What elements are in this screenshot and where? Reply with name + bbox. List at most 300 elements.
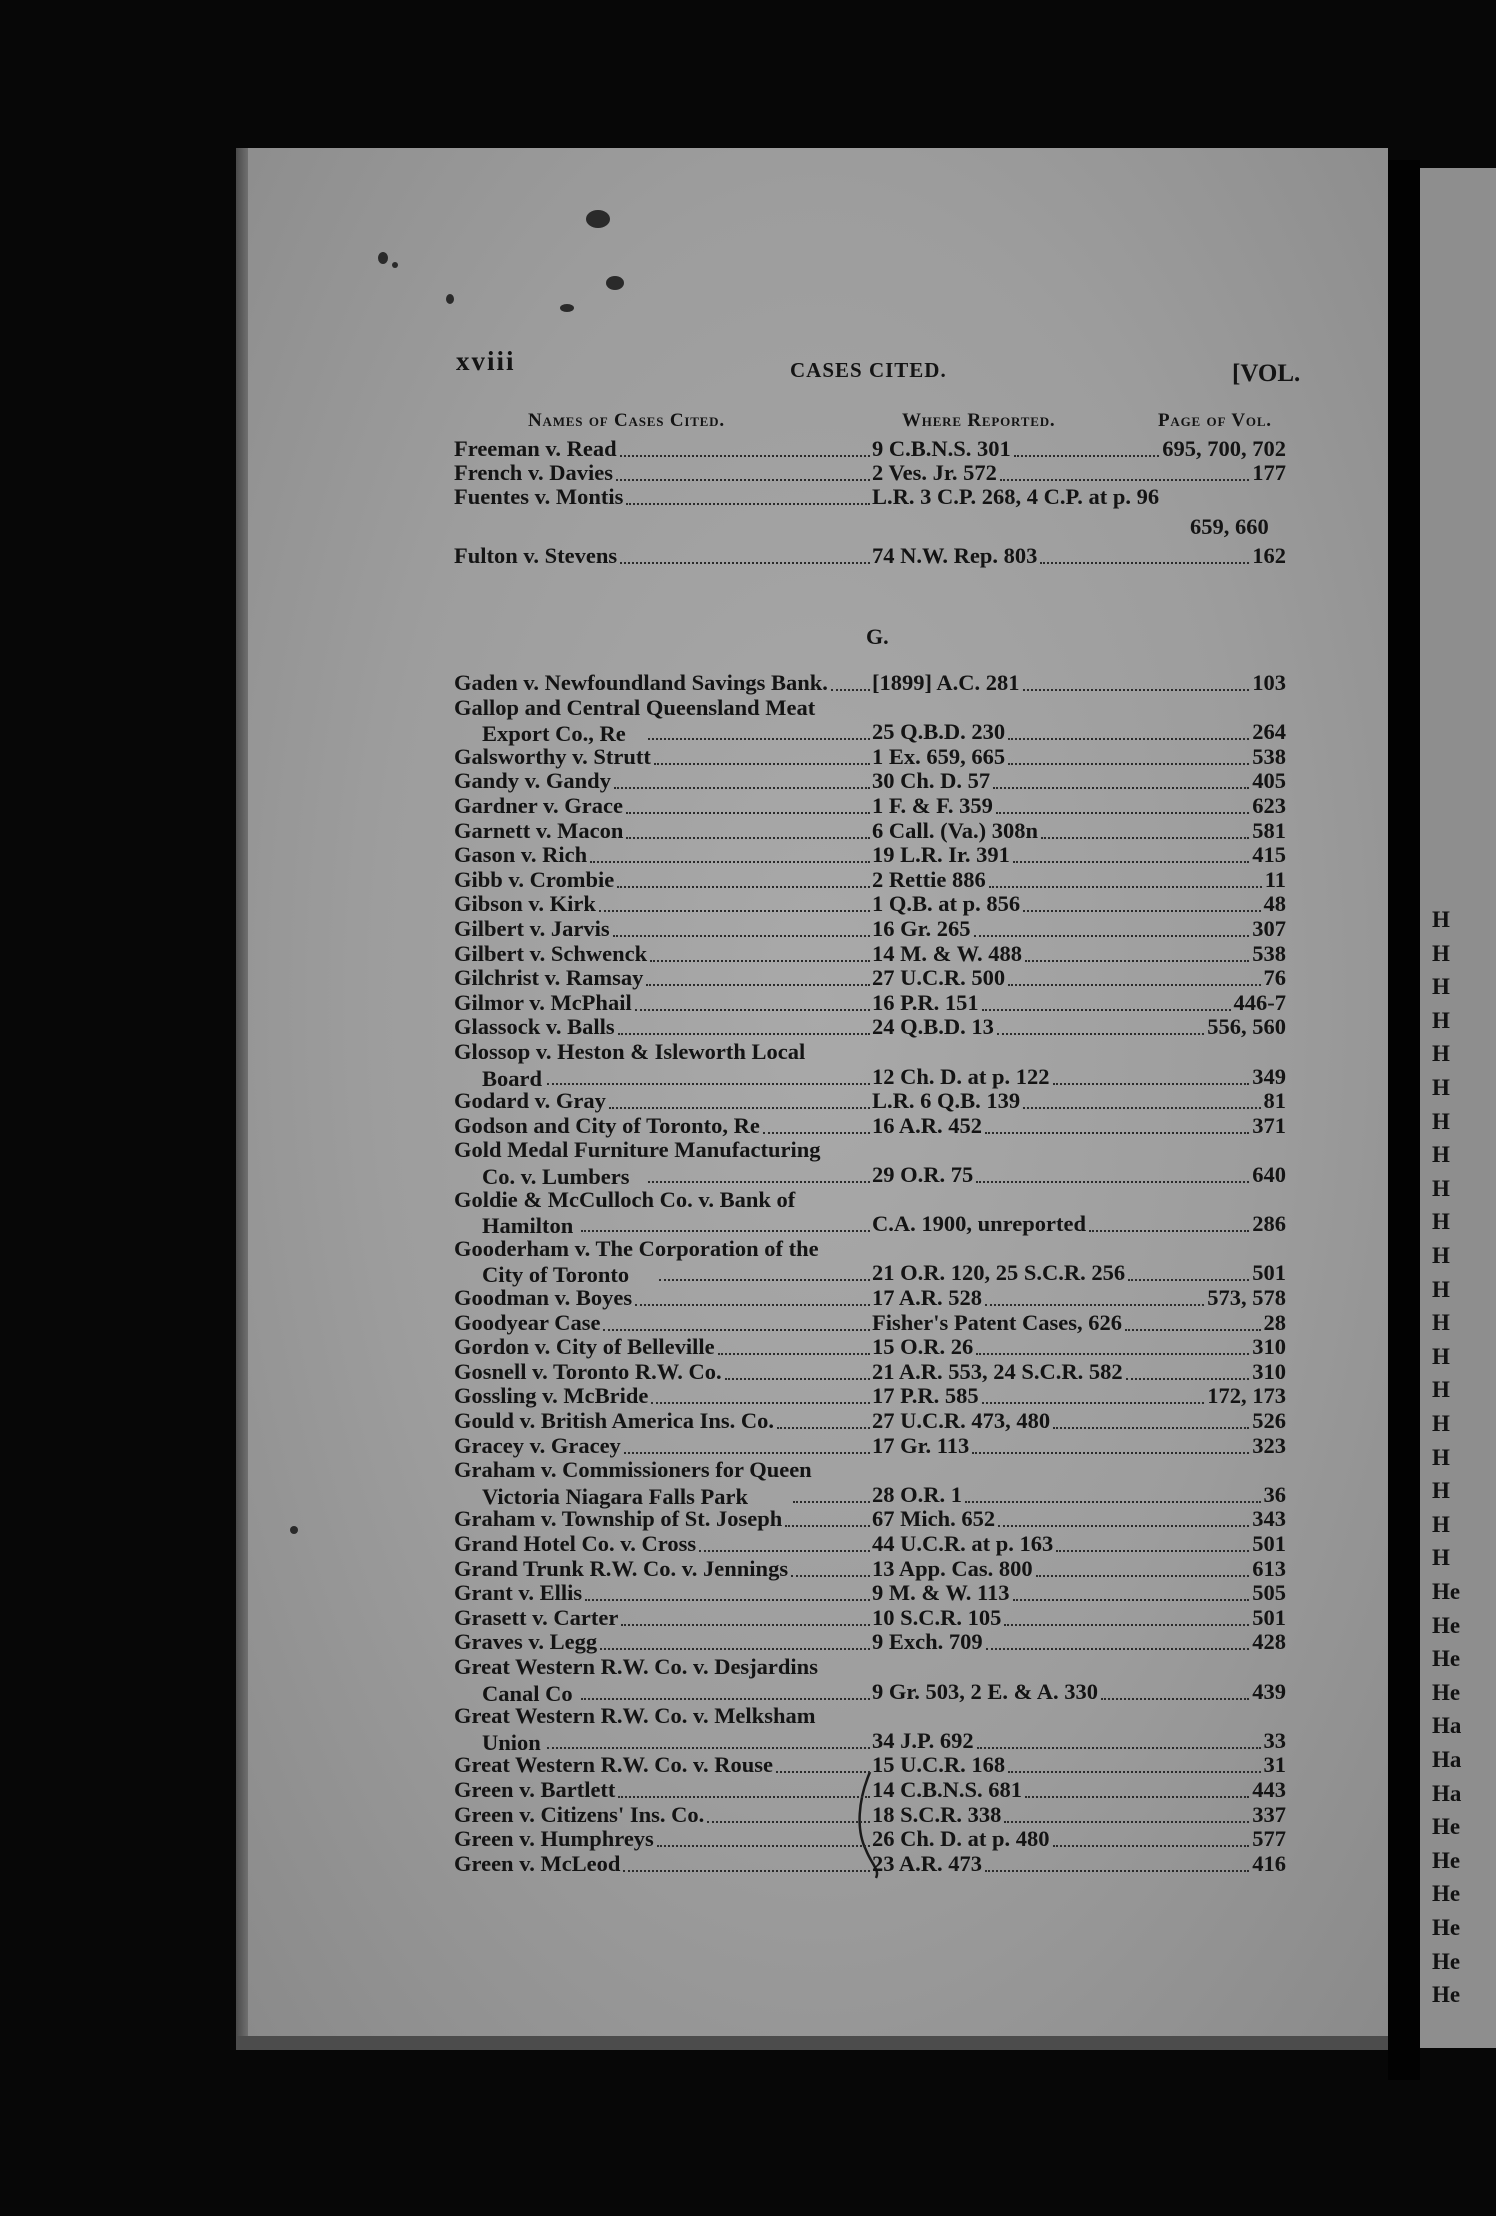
case-name (454, 770, 872, 794)
ink-speck (392, 262, 398, 268)
facing-page-letter: H (1432, 1142, 1450, 1168)
facing-page-letter: He (1432, 1948, 1461, 1974)
facing-page-letter: He (1432, 1814, 1461, 1840)
case-name-text: Gason v. Rich (454, 842, 588, 868)
leader-dots (1023, 1107, 1260, 1109)
case-reference-row (872, 1410, 1286, 1434)
case-name (454, 1410, 872, 1434)
leader-dots-row (578, 1681, 872, 1705)
facing-page-letter: Ha (1432, 1747, 1462, 1772)
case-name (454, 893, 872, 917)
leader-dots (986, 1648, 1250, 1650)
case-reference-row (872, 1336, 1286, 1360)
facing-page-letter: H (1432, 907, 1450, 932)
page-number: 577 (1252, 1826, 1286, 1852)
case-name (454, 694, 866, 721)
leader-dots (1041, 837, 1249, 839)
leader-dots (613, 935, 870, 937)
page-number: 439 (1252, 1678, 1286, 1704)
leader-dots (635, 1009, 870, 1011)
leader-dots-row (645, 721, 872, 745)
case-reference-row (872, 1555, 1286, 1582)
case-name (454, 1235, 866, 1262)
leader-dots (1036, 1575, 1250, 1577)
case-name (454, 1459, 866, 1483)
ink-speck (606, 276, 624, 290)
case-name-continuation: Export Co., Re (482, 721, 626, 747)
case-name-text: Green v. Citizens' Ins. Co. (454, 1801, 705, 1827)
report-citation: 21 A.R. 553, 24 S.C.R. 582 (872, 1358, 1123, 1384)
case-name (454, 817, 872, 844)
case-reference-row (872, 1112, 1286, 1139)
report-citation: 19 L.R. Ir. 391 (872, 842, 1010, 868)
leader-dots (1013, 861, 1249, 863)
report-citation: 12 Ch. D. at p. 122 (872, 1063, 1050, 1089)
case-name (454, 1336, 872, 1360)
leader-dots (1023, 689, 1250, 691)
leader-dots (831, 689, 870, 691)
column-header-where: Where Reported. (902, 410, 1056, 431)
case-reference-row (872, 1432, 1286, 1459)
facing-page-letter: He (1432, 1982, 1461, 2008)
facing-page-letter: He (1432, 1679, 1461, 1705)
facing-page-letter: H (1432, 1511, 1450, 1537)
section-letter: G. (866, 624, 889, 649)
case-name-text: Godson and City of Toronto, Re (454, 1112, 760, 1138)
leader-dots (985, 1304, 1204, 1306)
facing-page-letter: H (1432, 1075, 1450, 1100)
report-citation: 18 S.C.R. 338 (872, 1801, 1002, 1827)
case-name-text: Great Western R.W. Co. v. Melksham (454, 1703, 816, 1729)
case-reference-row (872, 770, 1286, 794)
leader-dots-row (645, 1164, 872, 1188)
case-name-text: Goodyear Case (454, 1309, 601, 1335)
page-number: 33 (1263, 1727, 1286, 1753)
leader-dots (1008, 738, 1249, 740)
case-name-continuation: Hamilton (482, 1213, 574, 1239)
report-citation: C.A. 1900, unreported (872, 1211, 1086, 1237)
case-name-text: Fuentes v. Montis (454, 484, 624, 509)
page-number: 310 (1252, 1358, 1286, 1384)
case-name-text: Gossling v. McBride (454, 1383, 649, 1409)
leader-dots (547, 1747, 870, 1749)
book-spine (1388, 160, 1420, 2080)
case-name (454, 967, 872, 991)
page-number: 443 (1252, 1777, 1286, 1802)
case-name-text: Gandy v. Gandy (454, 768, 611, 794)
leader-dots (699, 1550, 870, 1552)
facing-page-letter: H (1432, 1175, 1450, 1201)
case-name-text: Gilbert v. Schwenck (454, 940, 648, 966)
report-citation: 13 App. Cas. 800 (872, 1555, 1033, 1581)
leader-dots (1040, 562, 1249, 564)
report-citation: 17 Gr. 113 (872, 1432, 970, 1458)
page-number: 659, 660 (1190, 514, 1269, 539)
case-name (454, 1828, 872, 1852)
leader-dots (659, 1279, 870, 1281)
leader-dots (1013, 1599, 1250, 1601)
report-citation: 1 F. & F. 359 (872, 793, 993, 818)
facing-page-letter: Ha (1432, 1713, 1462, 1739)
case-name (454, 1287, 872, 1311)
case-name-text: Goodman v. Boyes (454, 1285, 633, 1310)
page-number: 415 (1252, 842, 1286, 868)
page-number: 446-7 (1233, 989, 1286, 1015)
leader-dots (624, 1452, 870, 1454)
page-number: 623 (1252, 793, 1286, 818)
case-name-text: Galsworthy v. Strutt (454, 743, 651, 769)
facing-page-letter: H (1432, 974, 1450, 1000)
case-name-text: Great Western R.W. Co. v. Rouse (454, 1752, 773, 1778)
page-bottom-edge (236, 2036, 1388, 2050)
leader-dots (635, 1304, 870, 1306)
leader-dots (620, 562, 870, 564)
facing-page-letter: H (1432, 1377, 1450, 1403)
page-number: 526 (1252, 1408, 1286, 1433)
case-name-text: Goldie & McCulloch Co. v. Bank of (454, 1186, 796, 1212)
leader-dots (718, 1353, 870, 1355)
report-citation: 74 N.W. Rep. 803 (872, 543, 1038, 568)
leader-dots (996, 812, 1249, 814)
leader-dots (1014, 455, 1159, 457)
report-citation: 2 Ves. Jr. 572 (872, 460, 997, 485)
case-name (454, 795, 872, 819)
report-citation: 30 Ch. D. 57 (872, 768, 991, 794)
case-reference-row (872, 1678, 1286, 1705)
case-name (454, 1582, 872, 1606)
case-name-text: Graves v. Legg (454, 1629, 598, 1655)
report-citation: 23 A.R. 473 (872, 1850, 983, 1876)
report-citation: 16 P.R. 151 (872, 989, 979, 1015)
case-reference-row (872, 866, 1286, 893)
leader-dots (993, 787, 1249, 789)
case-name-text: Gibb v. Crombie (454, 866, 615, 892)
case-name-text: Grant v. Ellis (454, 1580, 583, 1606)
report-citation: 9 Exch. 709 (872, 1629, 983, 1655)
leader-dots (1008, 1771, 1260, 1773)
facing-page-letter: H (1432, 1545, 1450, 1571)
case-reference-row (872, 1358, 1286, 1385)
case-name-text: Grand Hotel Co. v. Cross (454, 1531, 697, 1556)
case-reference-row (872, 1631, 1286, 1655)
page-number: 11 (1264, 866, 1286, 892)
case-name-text: Gilchrist v. Ramsay (454, 965, 644, 991)
leader-dots (603, 1329, 870, 1331)
case-name (454, 866, 872, 893)
leader-dots (621, 1624, 870, 1626)
case-reference-row (872, 721, 1286, 745)
case-reference-row (872, 1016, 1286, 1040)
leader-dots (777, 1427, 870, 1429)
ink-speck (560, 304, 574, 312)
report-citation: 17 A.R. 528 (872, 1285, 983, 1310)
case-name-text: Godard v. Gray (454, 1088, 606, 1114)
case-name-text: Grand Trunk R.W. Co. v. Jennings (454, 1555, 789, 1581)
report-citation: 14 M. & W. 488 (872, 940, 1023, 966)
leader-dots (1053, 1845, 1250, 1847)
case-reference-row (872, 1801, 1286, 1828)
case-name-text: Gilmor v. McPhail (454, 989, 632, 1015)
case-reference-row (872, 1262, 1286, 1286)
facing-page-letter: H (1432, 1411, 1450, 1436)
leader-dots (590, 861, 870, 863)
case-name (454, 1850, 872, 1877)
page-number: 177 (1252, 460, 1286, 485)
facing-page-letter: H (1432, 1108, 1450, 1134)
case-name (454, 844, 872, 868)
report-citation: 9 M. & W. 113 (872, 1580, 1010, 1606)
page-number: 286 (1252, 1211, 1286, 1237)
case-name-text: Glassock v. Balls (454, 1014, 615, 1040)
page-number: 501 (1252, 1260, 1286, 1286)
facing-page-letter: H (1432, 1310, 1450, 1336)
page-number: 48 (1263, 891, 1286, 917)
facing-page-letter: H (1432, 1007, 1450, 1033)
report-citation: 27 U.C.R. 473, 480 (872, 1408, 1051, 1433)
case-name (454, 545, 872, 569)
page-number: 76 (1263, 965, 1286, 991)
leader-dots (1053, 1427, 1249, 1429)
report-citation: 29 O.R. 75 (872, 1162, 974, 1187)
page-number: 343 (1252, 1506, 1286, 1532)
leader-dots (1126, 1378, 1250, 1380)
leader-dots (1023, 910, 1260, 912)
leader-dots (1053, 1083, 1250, 1085)
leader-dots (585, 1599, 870, 1601)
case-reference-row (872, 1754, 1286, 1778)
case-reference-row (872, 743, 1286, 770)
case-reference-row (872, 1850, 1286, 1877)
leader-dots (654, 763, 870, 765)
leader-dots (998, 1525, 1249, 1527)
leader-dots (626, 503, 870, 505)
case-reference-row (872, 1582, 1286, 1606)
case-name (454, 1801, 872, 1828)
case-name (454, 1385, 872, 1409)
case-name-text: Graham v. Commissioners for Queen (454, 1457, 812, 1483)
facing-page-letter: H (1432, 940, 1450, 966)
report-citation: 16 A.R. 452 (872, 1112, 983, 1138)
case-reference-row (872, 1090, 1286, 1114)
case-reference-row (872, 1164, 1286, 1188)
leader-dots (974, 935, 1250, 937)
case-name-text: Fulton v. Stevens (454, 543, 618, 568)
case-name-text: Freeman v. Read (454, 436, 617, 461)
case-name (454, 918, 872, 942)
page-number: 307 (1252, 916, 1286, 941)
leader-dots-row (544, 1730, 872, 1754)
report-citation: 24 Q.B.D. 13 (872, 1014, 994, 1040)
case-name (454, 486, 872, 510)
leader-dots (626, 812, 870, 814)
case-reference-row (872, 844, 1286, 868)
leader-dots (599, 910, 870, 912)
report-citation: 15 O.R. 26 (872, 1334, 974, 1360)
case-name-text: Grasett v. Carter (454, 1604, 619, 1630)
case-reference-row (872, 1385, 1286, 1409)
case-name-text: Glossop v. Heston & Isleworth Local (454, 1039, 806, 1064)
leader-dots (763, 1132, 870, 1134)
case-reference-row (872, 893, 1286, 917)
page-number: 172, 173 (1207, 1383, 1286, 1409)
case-name-text: French v. Davies (454, 460, 613, 485)
leader-dots (1025, 1796, 1249, 1798)
case-name (454, 672, 872, 696)
leader-dots (725, 1378, 870, 1380)
leader-dots (1128, 1279, 1249, 1281)
page-number: 337 (1252, 1801, 1286, 1827)
case-reference-row (872, 1828, 1286, 1852)
case-name-text: Gordon v. City of Belleville (454, 1334, 715, 1360)
column-header-page: Page of Vol. (1158, 410, 1272, 431)
report-citation: 21 O.R. 120, 25 S.C.R. 256 (872, 1260, 1126, 1286)
case-name (454, 1555, 872, 1582)
facing-page-edge (1420, 168, 1496, 2048)
leader-dots (776, 1771, 870, 1773)
case-reference-row (872, 438, 1286, 462)
case-reference-row (872, 1508, 1286, 1532)
page-number: 349 (1252, 1063, 1286, 1089)
leader-dots (976, 1181, 1249, 1183)
leader-dots (600, 1648, 870, 1650)
case-reference-row (872, 545, 1286, 569)
report-citation: L.R. 3 C.P. 268, 4 C.P. at p. 96 (872, 484, 1160, 509)
case-reference-row (872, 1309, 1286, 1336)
page-number: 405 (1252, 768, 1286, 794)
leader-dots (616, 479, 870, 481)
report-citation: 27 U.C.R. 500 (872, 965, 1006, 991)
case-name (454, 743, 872, 770)
facing-page-letter: H (1432, 1343, 1450, 1369)
report-citation: 26 Ch. D. at p. 480 (872, 1826, 1050, 1852)
facing-page-letter: He (1432, 1612, 1461, 1638)
case-name (454, 1656, 866, 1680)
leader-dots (581, 1698, 870, 1700)
case-name-text: Green v. McLeod (454, 1850, 621, 1876)
leader-dots (646, 984, 870, 986)
facing-page-letter: He (1432, 1847, 1461, 1873)
report-citation: 28 O.R. 1 (872, 1481, 962, 1507)
leader-dots (651, 1402, 870, 1404)
report-citation: 9 Gr. 503, 2 E. & A. 330 (872, 1678, 1099, 1704)
case-name-text: Gibson v. Kirk (454, 891, 596, 917)
case-name-continuation: Co. v. Lumbers (482, 1164, 630, 1189)
case-name (454, 1358, 872, 1385)
case-reference-row (872, 940, 1286, 967)
report-citation: Fisher's Patent Cases, 626 (872, 1309, 1122, 1335)
facing-page-letter: H (1432, 1209, 1450, 1235)
case-reference-row (872, 967, 1286, 991)
case-name (454, 940, 872, 967)
report-citation: [1899] A.C. 281 (872, 670, 1020, 695)
page-number: 501 (1252, 1604, 1286, 1630)
page-number: 695, 700, 702 (1162, 436, 1286, 461)
case-reference-row (872, 918, 1286, 942)
case-name-text: Garnett v. Macon (454, 817, 624, 843)
page-number: 505 (1252, 1580, 1286, 1606)
leader-dots-row (656, 1262, 872, 1286)
ink-speck (446, 294, 454, 304)
case-reference-row (872, 1727, 1286, 1754)
case-name-text: Great Western R.W. Co. v. Desjardins (454, 1654, 818, 1679)
leader-dots (1008, 763, 1249, 765)
page-number: 573, 578 (1207, 1285, 1286, 1310)
case-name-text: Gaden v. Newfoundland Savings Bank. (454, 670, 828, 695)
leader-dots (982, 1402, 1205, 1404)
page-running-title: CASES CITED. (790, 358, 947, 382)
facing-page-letter: He (1432, 1915, 1461, 1940)
case-name-continuation: Union (482, 1729, 541, 1755)
leader-dots (1025, 960, 1249, 962)
ink-speck (290, 1526, 298, 1534)
case-name-text: Gilbert v. Jarvis (454, 916, 610, 941)
case-reference-row (872, 1063, 1286, 1090)
leader-dots (977, 1747, 1261, 1749)
case-name-continuation: Board (482, 1065, 543, 1091)
leader-dots (976, 1353, 1249, 1355)
report-citation: 67 Mich. 652 (872, 1506, 996, 1532)
case-reference-row (872, 1287, 1286, 1311)
case-name (454, 1754, 872, 1778)
case-name (454, 989, 872, 1016)
case-name-text: Gooderham v. The Corporation of the (454, 1235, 819, 1261)
case-name (454, 1508, 872, 1532)
page-number: 28 (1263, 1309, 1286, 1335)
case-reference-row (872, 989, 1286, 1016)
report-citation: 2 Rettie 886 (872, 866, 986, 892)
volume-marker: [VOL. (1232, 360, 1301, 387)
page-number: 581 (1252, 817, 1286, 843)
case-name-text: Gosnell v. Toronto R.W. Co. (454, 1358, 722, 1384)
page-number: 36 (1263, 1481, 1286, 1507)
page-number: 103 (1252, 670, 1286, 695)
leader-dots (547, 1083, 870, 1085)
page-number: 323 (1252, 1432, 1286, 1458)
case-reference-row (872, 486, 1286, 510)
leader-dots (1101, 1698, 1249, 1700)
case-name-text: Green v. Bartlett (454, 1777, 616, 1802)
case-name-text: Graham v. Township of St. Joseph (454, 1506, 783, 1532)
page-number: 538 (1252, 743, 1286, 769)
report-citation: 1 Ex. 659, 665 (872, 743, 1006, 769)
leader-dots (793, 1501, 870, 1503)
case-name-text: Gardner v. Grace (454, 793, 623, 818)
case-name (454, 1533, 872, 1557)
leader-dots-row (544, 1066, 872, 1090)
page-number: 371 (1252, 1112, 1286, 1138)
case-name-text: Gould v. British America Ins. Co. (454, 1408, 775, 1433)
case-name (454, 1631, 872, 1655)
report-citation: 25 Q.B.D. 230 (872, 719, 1006, 745)
ink-speck (378, 252, 388, 264)
facing-page-letter: He (1432, 1646, 1461, 1672)
report-citation: L.R. 6 Q.B. 139 (872, 1088, 1021, 1114)
facing-page-letter: H (1432, 1243, 1450, 1268)
leader-dots (626, 837, 870, 839)
case-name (454, 1112, 872, 1139)
leader-dots (620, 455, 870, 457)
leader-dots (618, 1796, 870, 1798)
case-reference-row (872, 1213, 1286, 1237)
case-name-text: Gold Medal Furniture Manufacturing (454, 1137, 821, 1163)
page-number: 538 (1252, 940, 1286, 966)
leader-dots (972, 1452, 1249, 1454)
case-reference-row (872, 1533, 1286, 1557)
case-reference-row (872, 1779, 1286, 1803)
case-reference-row (872, 672, 1286, 696)
case-name (454, 438, 872, 462)
leader-dots-row (790, 1484, 872, 1508)
